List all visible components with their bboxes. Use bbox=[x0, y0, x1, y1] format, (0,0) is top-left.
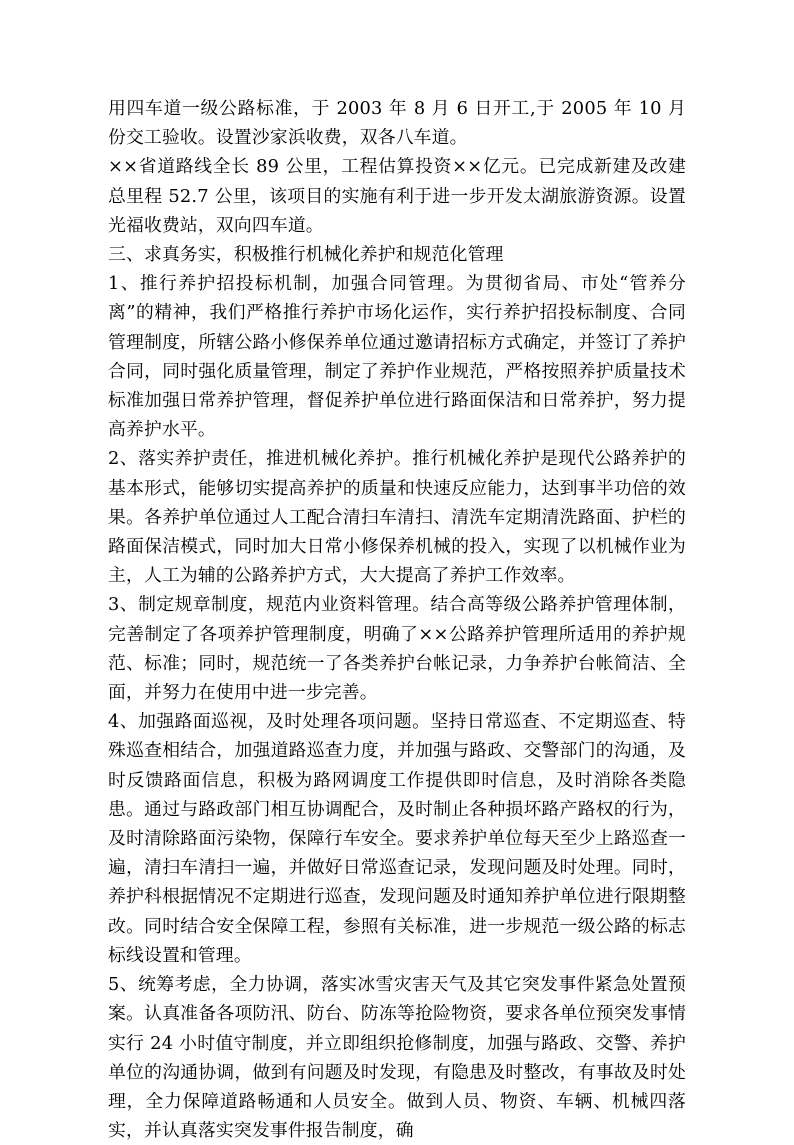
section-heading: 三、求真务实，积极推行机械化养护和规范化管理 bbox=[108, 244, 504, 266]
paragraph-2: ××省道路线全长 89 公里，工程估算投资××亿元。已完成新建及改建总里程 52.7 公里，该项目的实施有利于进一步开发太湖旅游资源。设置光福收费站，双向四车道。 bbox=[108, 156, 686, 236]
item-4-paragraph: 4、加强路面巡视，及时处理各项问题。坚持日常巡查、不定期巡查、特殊巡查相结合，加强道路巡查力度，并加强与路政、交警部门的沟通，及时反馈路面信息，积极为路网调度工作提供即时信息，及时消除各类隐患。通过与路政部门相互协调配合，及时制止各种损坏路产路权的行为，及时清除路面污染物，保障行车安全。要求养护单位每天至少上路巡查一遍，清扫车清扫一遍，并做好日常巡查记录，发现问题及时处理。同时，养护科根据情况不定期进行巡查，发现问题及时通知养护单位进行限期整改。同时结合安全保障工程，参照有关标准，进一步规范一级公路的标志标线设置和管理。 bbox=[108, 711, 686, 966]
item-5-paragraph: 5、统筹考虑，全力协调，落实冰雪灾害天气及其它突发事件紧急处置预案。认真准备各项防汛、防台、防冻等抢险物资，要求各单位预突发事情实行 24 小时值守制度，并立即组织抢修制度，加强与路政、交警、养护单位的沟通协调，做到有问题及时发现，有隐患及时整改，有事故及时处理，全力保障道路畅通和人员安全。做到人员、物资、车辆、机械四落实，并认真落实突发事件报告制度，确 bbox=[108, 974, 686, 1142]
item-1-paragraph: 1、推行养护招投标机制，加强合同管理。为贯彻省局、市处“管养分离”的精神，我们严格推行养护市场化运作，实行养护招投标制度、合同管理制度，所辖公路小修保养单位通过邀请招标方式确定，并签订了养护合同，同时强化质量管理，制定了养护作业规范，严格按照养护质量技术标准加强日常养护管理，督促养护单位进行路面保洁和日常养护，努力提高养护水平。 bbox=[108, 273, 686, 441]
item-3-paragraph: 3、制定规章制度，规范内业资料管理。结合高等级公路养护管理体制，完善制定了各项养护管理制度，明确了××公路养护管理所适用的养护规范、标准；同时，规范统一了各类养护台帐记录，力争养护台帐简洁、全面，并努力在使用中进一步完善。 bbox=[108, 594, 686, 704]
paragraph-1: 用四车道一级公路标准，于 2003 年 8 月 6 日开工,于 2005 年 10 月份交工验收。设置沙家浜收费，双各八车道。 bbox=[108, 98, 686, 149]
item-2-paragraph: 2、落实养护责任，推进机械化养护。推行机械化养护是现代公路养护的基本形式，能够切实提高养护的质量和快速反应能力，达到事半功倍的效果。各养护单位通过人工配合清扫车清扫、清洗车定期清洗路面、护栏的路面保洁模式，同时加大日常小修保养机械的投入，实现了以机械作业为主，人工为辅的公路养护方式，大大提高了养护工作效率。 bbox=[108, 448, 686, 587]
document-body bbox=[108, 94, 686, 1145]
